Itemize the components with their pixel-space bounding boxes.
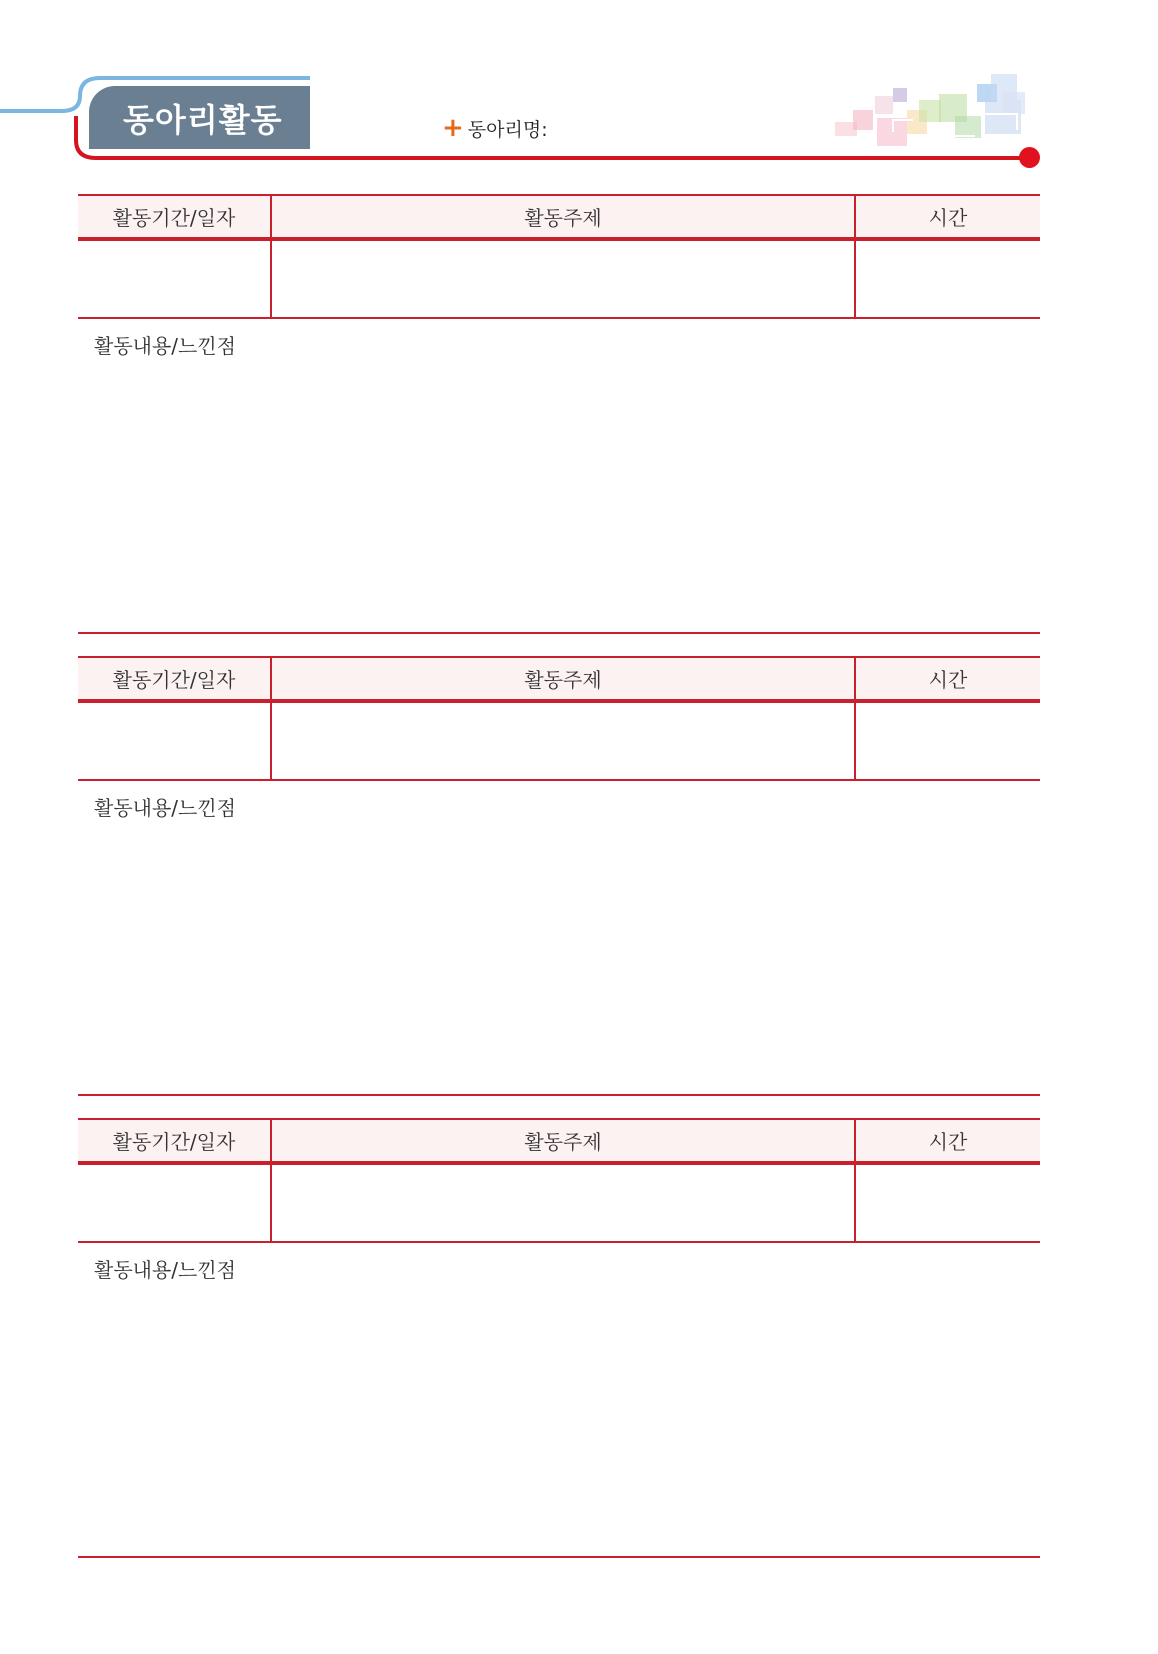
table-header-row — [78, 1118, 1040, 1165]
block-end-line — [78, 632, 1040, 634]
topic-input[interactable] — [272, 1165, 854, 1241]
topic-input[interactable] — [272, 703, 854, 779]
table-body-row — [78, 1165, 1040, 1243]
header-topic: 활동주제 — [524, 1130, 602, 1154]
content-area[interactable] — [78, 364, 1040, 624]
content-label: 활동내용/느낀점 — [94, 796, 236, 820]
time-input[interactable] — [856, 703, 1040, 779]
header-period: 활동기간/일자 — [112, 1130, 236, 1154]
period-input[interactable] — [78, 241, 270, 317]
header-period: 활동기간/일자 — [112, 206, 236, 230]
content-area[interactable] — [78, 826, 1040, 1086]
time-input[interactable] — [856, 241, 1040, 317]
content-label: 활동내용/느낀점 — [94, 1258, 236, 1282]
header-topic: 활동주제 — [524, 668, 602, 692]
club-name-field[interactable] — [442, 113, 548, 143]
table-header-row — [78, 656, 1040, 703]
time-input[interactable] — [856, 1165, 1040, 1241]
topic-input[interactable] — [272, 241, 854, 317]
plus-icon: + — [442, 113, 464, 143]
header-period: 활동기간/일자 — [112, 668, 236, 692]
block-end-line — [78, 1094, 1040, 1096]
table-body-row — [78, 703, 1040, 781]
table-header-row — [78, 194, 1040, 241]
header-time: 시간 — [928, 668, 968, 692]
club-name-label: 동아리명: — [467, 118, 548, 141]
header-red-dot — [1019, 147, 1040, 168]
period-input[interactable] — [78, 703, 270, 779]
header-time: 시간 — [928, 206, 968, 230]
content-area[interactable] — [78, 1288, 1040, 1548]
period-input[interactable] — [78, 1165, 270, 1241]
header-time: 시간 — [928, 1130, 968, 1154]
decorative-squares-icon — [835, 74, 1035, 159]
header-topic: 활동주제 — [524, 206, 602, 230]
page-title: 동아리활동 — [89, 86, 310, 149]
block-end-line — [78, 1556, 1040, 1558]
content-label: 활동내용/느낀점 — [94, 334, 236, 358]
table-body-row — [78, 241, 1040, 319]
